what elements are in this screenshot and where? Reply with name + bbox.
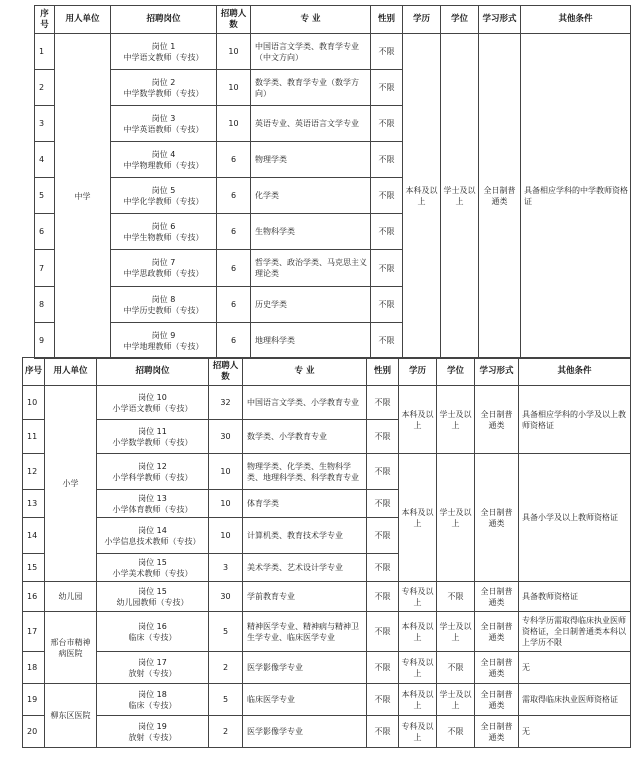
degree-cell: 学士及以上 xyxy=(441,34,479,359)
position-number: 岗位 12 xyxy=(138,461,167,471)
header-position: 招聘岗位 xyxy=(97,358,209,386)
position-cell xyxy=(111,287,217,323)
position-cell xyxy=(97,582,209,612)
other-cell: 具备相应学科的小学及以上教师资格证 xyxy=(519,386,631,454)
other-cell: 具备教师资格证 xyxy=(519,582,631,612)
header-study-form: 学习形式 xyxy=(475,358,519,386)
count-cell: 6 xyxy=(217,323,251,359)
count-cell: 6 xyxy=(217,287,251,323)
position-title: 小学信息技术教师（专技） xyxy=(104,536,201,546)
position-title: 中学数学教师（专技） xyxy=(123,88,204,98)
position-cell xyxy=(111,178,217,214)
major-cell: 中国语言文学类、教育学专业（中文方向） xyxy=(251,34,371,70)
degree-cell: 学士及以上 xyxy=(437,684,475,716)
position-number: 岗位 15 xyxy=(138,586,167,596)
position-cell xyxy=(111,70,217,106)
gender-cell: 不限 xyxy=(371,287,403,323)
major-cell: 美术学类、艺术设计学专业 xyxy=(243,554,367,582)
seq-cell: 5 xyxy=(35,178,55,214)
position-title: 临床（专技） xyxy=(128,700,177,710)
major-cell: 物理学类、化学类、生物科学类、地理科学类、科学教育专业 xyxy=(243,454,367,490)
count-cell: 2 xyxy=(209,652,243,684)
seq-cell: 15 xyxy=(23,554,45,582)
gender-cell: 不限 xyxy=(371,142,403,178)
seq-cell: 2 xyxy=(35,70,55,106)
table-row xyxy=(23,612,631,652)
gender-cell: 不限 xyxy=(367,518,399,554)
other-cell: 无 xyxy=(519,652,631,684)
position-title: 中学化学教师（专技） xyxy=(123,196,204,206)
header-study-form: 学习形式 xyxy=(479,6,521,34)
position-cell xyxy=(97,652,209,684)
position-number: 岗位 4 xyxy=(151,149,176,159)
position-number: 岗位 8 xyxy=(151,294,176,304)
unit-cell: 幼儿园 xyxy=(45,582,97,612)
position-cell xyxy=(111,323,217,359)
position-number: 岗位 15 xyxy=(138,557,167,567)
position-cell xyxy=(97,490,209,518)
header-major: 专 业 xyxy=(251,6,371,34)
position-number: 岗位 2 xyxy=(151,77,176,87)
major-cell: 哲学类、政治学类、马克思主义理论类 xyxy=(251,250,371,287)
table-header-row xyxy=(23,358,631,386)
major-cell: 数学类、小学教育专业 xyxy=(243,420,367,454)
major-cell: 医学影像学专业 xyxy=(243,652,367,684)
header-gender: 性别 xyxy=(371,6,403,34)
other-cell: 无 xyxy=(519,716,631,748)
count-cell: 10 xyxy=(209,454,243,490)
position-number: 岗位 17 xyxy=(138,657,167,667)
gender-cell: 不限 xyxy=(371,178,403,214)
gender-cell: 不限 xyxy=(367,490,399,518)
table-row xyxy=(23,652,631,684)
header-degree: 学位 xyxy=(441,6,479,34)
study-form-cell: 全日制普通类 xyxy=(475,386,519,454)
header-seq: 序号 xyxy=(23,358,45,386)
count-cell: 6 xyxy=(217,178,251,214)
table-header-row xyxy=(35,6,631,34)
header-unit: 用人单位 xyxy=(45,358,97,386)
position-cell xyxy=(111,106,217,142)
position-title: 中学生物教师（专技） xyxy=(123,232,204,242)
major-cell: 体育学类 xyxy=(243,490,367,518)
count-cell: 32 xyxy=(209,386,243,420)
header-other: 其他条件 xyxy=(519,358,631,386)
degree-cell: 不限 xyxy=(437,582,475,612)
gender-cell: 不限 xyxy=(371,214,403,250)
position-title: 中学物理教师（专技） xyxy=(123,160,204,170)
degree-cell: 学士及以上 xyxy=(437,612,475,652)
seq-cell: 19 xyxy=(23,684,45,716)
seq-cell: 13 xyxy=(23,490,45,518)
position-cell xyxy=(97,554,209,582)
study-form-cell: 全日制普通类 xyxy=(475,652,519,684)
position-title: 临床（专技） xyxy=(128,632,177,642)
position-cell xyxy=(97,716,209,748)
other-cell: 具备相应学科的中学教师资格证 xyxy=(521,34,631,359)
gender-cell: 不限 xyxy=(367,652,399,684)
count-cell: 6 xyxy=(217,250,251,287)
position-title: 小学数学教师（专技） xyxy=(112,437,193,447)
seq-cell: 10 xyxy=(23,386,45,420)
position-number: 岗位 7 xyxy=(151,258,176,267)
recruitment-table-middle-school xyxy=(34,5,631,359)
seq-cell: 18 xyxy=(23,652,45,684)
seq-cell: 3 xyxy=(35,106,55,142)
position-title: 小学美术教师（专技） xyxy=(112,568,193,578)
education-cell: 本科及以上 xyxy=(399,386,437,454)
education-cell: 本科及以上 xyxy=(399,454,437,582)
degree-cell: 学士及以上 xyxy=(437,454,475,582)
major-cell: 学前教育专业 xyxy=(243,582,367,612)
degree-cell: 学士及以上 xyxy=(437,386,475,454)
gender-cell: 不限 xyxy=(371,70,403,106)
education-cell: 本科及以上 xyxy=(403,34,441,359)
unit-cell: 中学 xyxy=(55,34,111,359)
position-cell xyxy=(97,386,209,420)
position-number: 岗位 14 xyxy=(138,525,167,535)
position-title: 中学语文教师（专技） xyxy=(123,52,204,62)
recruitment-table-primary-and-hospital xyxy=(22,357,631,748)
count-cell: 10 xyxy=(217,34,251,70)
header-major: 专 业 xyxy=(243,358,367,386)
position-cell xyxy=(111,214,217,250)
seq-cell: 20 xyxy=(23,716,45,748)
position-title: 幼儿园教师（专技） xyxy=(116,597,189,607)
position-title: 小学语文教师（专技） xyxy=(112,403,193,413)
seq-cell: 11 xyxy=(23,420,45,454)
education-cell: 专科及以上 xyxy=(399,716,437,748)
major-cell: 物理学类 xyxy=(251,142,371,178)
position-number: 岗位 11 xyxy=(138,426,167,436)
major-cell: 中国语言文学类、小学教育专业 xyxy=(243,386,367,420)
count-cell: 10 xyxy=(209,490,243,518)
seq-cell: 7 xyxy=(35,250,55,287)
other-cell: 具备小学及以上教师资格证 xyxy=(519,454,631,582)
seq-cell: 16 xyxy=(23,582,45,612)
header-gender: 性别 xyxy=(367,358,399,386)
header-seq: 序号 xyxy=(35,6,55,34)
major-cell: 英语专业、英语语言文学专业 xyxy=(251,106,371,142)
position-number: 岗位 3 xyxy=(151,113,176,123)
position-title: 中学思政教师（专技） xyxy=(123,269,204,278)
count-cell: 30 xyxy=(209,420,243,454)
table-row xyxy=(35,34,631,70)
header-education: 学历 xyxy=(403,6,441,34)
seq-cell: 6 xyxy=(35,214,55,250)
education-cell: 专科及以上 xyxy=(399,582,437,612)
gender-cell: 不限 xyxy=(367,420,399,454)
unit-cell: 小学 xyxy=(45,386,97,582)
seq-cell: 9 xyxy=(35,323,55,359)
count-cell: 10 xyxy=(209,518,243,554)
position-number: 岗位 13 xyxy=(138,493,167,503)
position-cell xyxy=(97,684,209,716)
degree-cell: 不限 xyxy=(437,716,475,748)
position-number: 岗位 6 xyxy=(151,221,176,231)
other-cell: 专科学历需取得临床执业医师资格证，全日制普通类本科以上学历不限 xyxy=(519,612,631,652)
major-cell: 计算机类、教育技术学专业 xyxy=(243,518,367,554)
gender-cell: 不限 xyxy=(367,582,399,612)
gender-cell: 不限 xyxy=(367,386,399,420)
table-row xyxy=(23,386,631,420)
position-title: 中学英语教师（专技） xyxy=(123,124,204,134)
table-row xyxy=(23,454,631,490)
count-cell: 6 xyxy=(217,214,251,250)
count-cell: 3 xyxy=(209,554,243,582)
header-education: 学历 xyxy=(399,358,437,386)
seq-cell: 4 xyxy=(35,142,55,178)
study-form-cell: 全日制普通类 xyxy=(475,612,519,652)
table-row xyxy=(23,582,631,612)
major-cell: 地理科学类 xyxy=(251,323,371,359)
header-count: 招聘人数 xyxy=(217,6,251,34)
seq-cell: 14 xyxy=(23,518,45,554)
position-title: 小学体育教师（专技） xyxy=(112,504,193,514)
header-other: 其他条件 xyxy=(521,6,631,34)
position-cell xyxy=(111,142,217,178)
position-title: 中学历史教师（专技） xyxy=(123,305,204,315)
count-cell: 5 xyxy=(209,684,243,716)
position-number: 岗位 9 xyxy=(151,330,176,340)
count-cell: 10 xyxy=(217,106,251,142)
header-degree: 学位 xyxy=(437,358,475,386)
position-title: 小学科学教师（专技） xyxy=(112,472,193,482)
gender-cell: 不限 xyxy=(367,612,399,652)
position-cell xyxy=(111,34,217,70)
degree-cell: 不限 xyxy=(437,652,475,684)
unit-cell: 柳东区医院 xyxy=(45,684,97,748)
major-cell: 化学类 xyxy=(251,178,371,214)
table-row xyxy=(23,716,631,748)
other-cell: 需取得临床执业医师资格证 xyxy=(519,684,631,716)
gender-cell: 不限 xyxy=(371,106,403,142)
position-title: 中学地理教师（专技） xyxy=(123,341,204,351)
header-position: 招聘岗位 xyxy=(111,6,217,34)
position-number: 岗位 18 xyxy=(138,689,167,699)
study-form-cell: 全日制普通类 xyxy=(475,684,519,716)
major-cell: 历史学类 xyxy=(251,287,371,323)
major-cell: 医学影像学专业 xyxy=(243,716,367,748)
major-cell: 生物科学类 xyxy=(251,214,371,250)
major-cell: 临床医学专业 xyxy=(243,684,367,716)
unit-cell: 邢台市精神病医院 xyxy=(45,612,97,684)
gender-cell: 不限 xyxy=(367,554,399,582)
header-unit: 用人单位 xyxy=(55,6,111,34)
table-row xyxy=(23,684,631,716)
count-cell: 2 xyxy=(209,716,243,748)
count-cell: 6 xyxy=(217,142,251,178)
major-cell: 数学类、教育学专业（数学方向） xyxy=(251,70,371,106)
education-cell: 本科及以上 xyxy=(399,612,437,652)
count-cell: 30 xyxy=(209,582,243,612)
seq-cell: 1 xyxy=(35,34,55,70)
position-number: 岗位 1 xyxy=(151,41,176,51)
gender-cell: 不限 xyxy=(371,34,403,70)
position-cell xyxy=(97,420,209,454)
study-form-cell: 全日制普通类 xyxy=(475,454,519,582)
education-cell: 专科及以上 xyxy=(399,652,437,684)
study-form-cell: 全日制普通类 xyxy=(475,716,519,748)
position-title: 放射（专技） xyxy=(128,732,177,742)
count-cell: 5 xyxy=(209,612,243,652)
position-cell xyxy=(97,518,209,554)
major-cell: 精神医学专业、精神病与精神卫生学专业、临床医学专业 xyxy=(243,612,367,652)
gender-cell: 不限 xyxy=(367,684,399,716)
gender-cell: 不限 xyxy=(367,454,399,490)
gender-cell: 不限 xyxy=(371,250,403,287)
position-cell xyxy=(97,612,209,652)
seq-cell: 8 xyxy=(35,287,55,323)
education-cell: 本科及以上 xyxy=(399,684,437,716)
position-cell xyxy=(97,454,209,490)
gender-cell: 不限 xyxy=(367,716,399,748)
seq-cell: 12 xyxy=(23,454,45,490)
position-title: 放射（专技） xyxy=(128,668,177,678)
position-cell xyxy=(111,250,217,287)
count-cell: 10 xyxy=(217,70,251,106)
position-number: 岗位 10 xyxy=(138,392,167,402)
position-number: 岗位 16 xyxy=(138,621,167,631)
position-number: 岗位 19 xyxy=(138,721,167,731)
seq-cell: 17 xyxy=(23,612,45,652)
gender-cell: 不限 xyxy=(371,323,403,359)
study-form-cell: 全日制普通类 xyxy=(475,582,519,612)
position-number: 岗位 5 xyxy=(151,185,176,195)
header-count: 招聘人数 xyxy=(209,358,243,386)
study-form-cell: 全日制普通类 xyxy=(479,34,521,359)
